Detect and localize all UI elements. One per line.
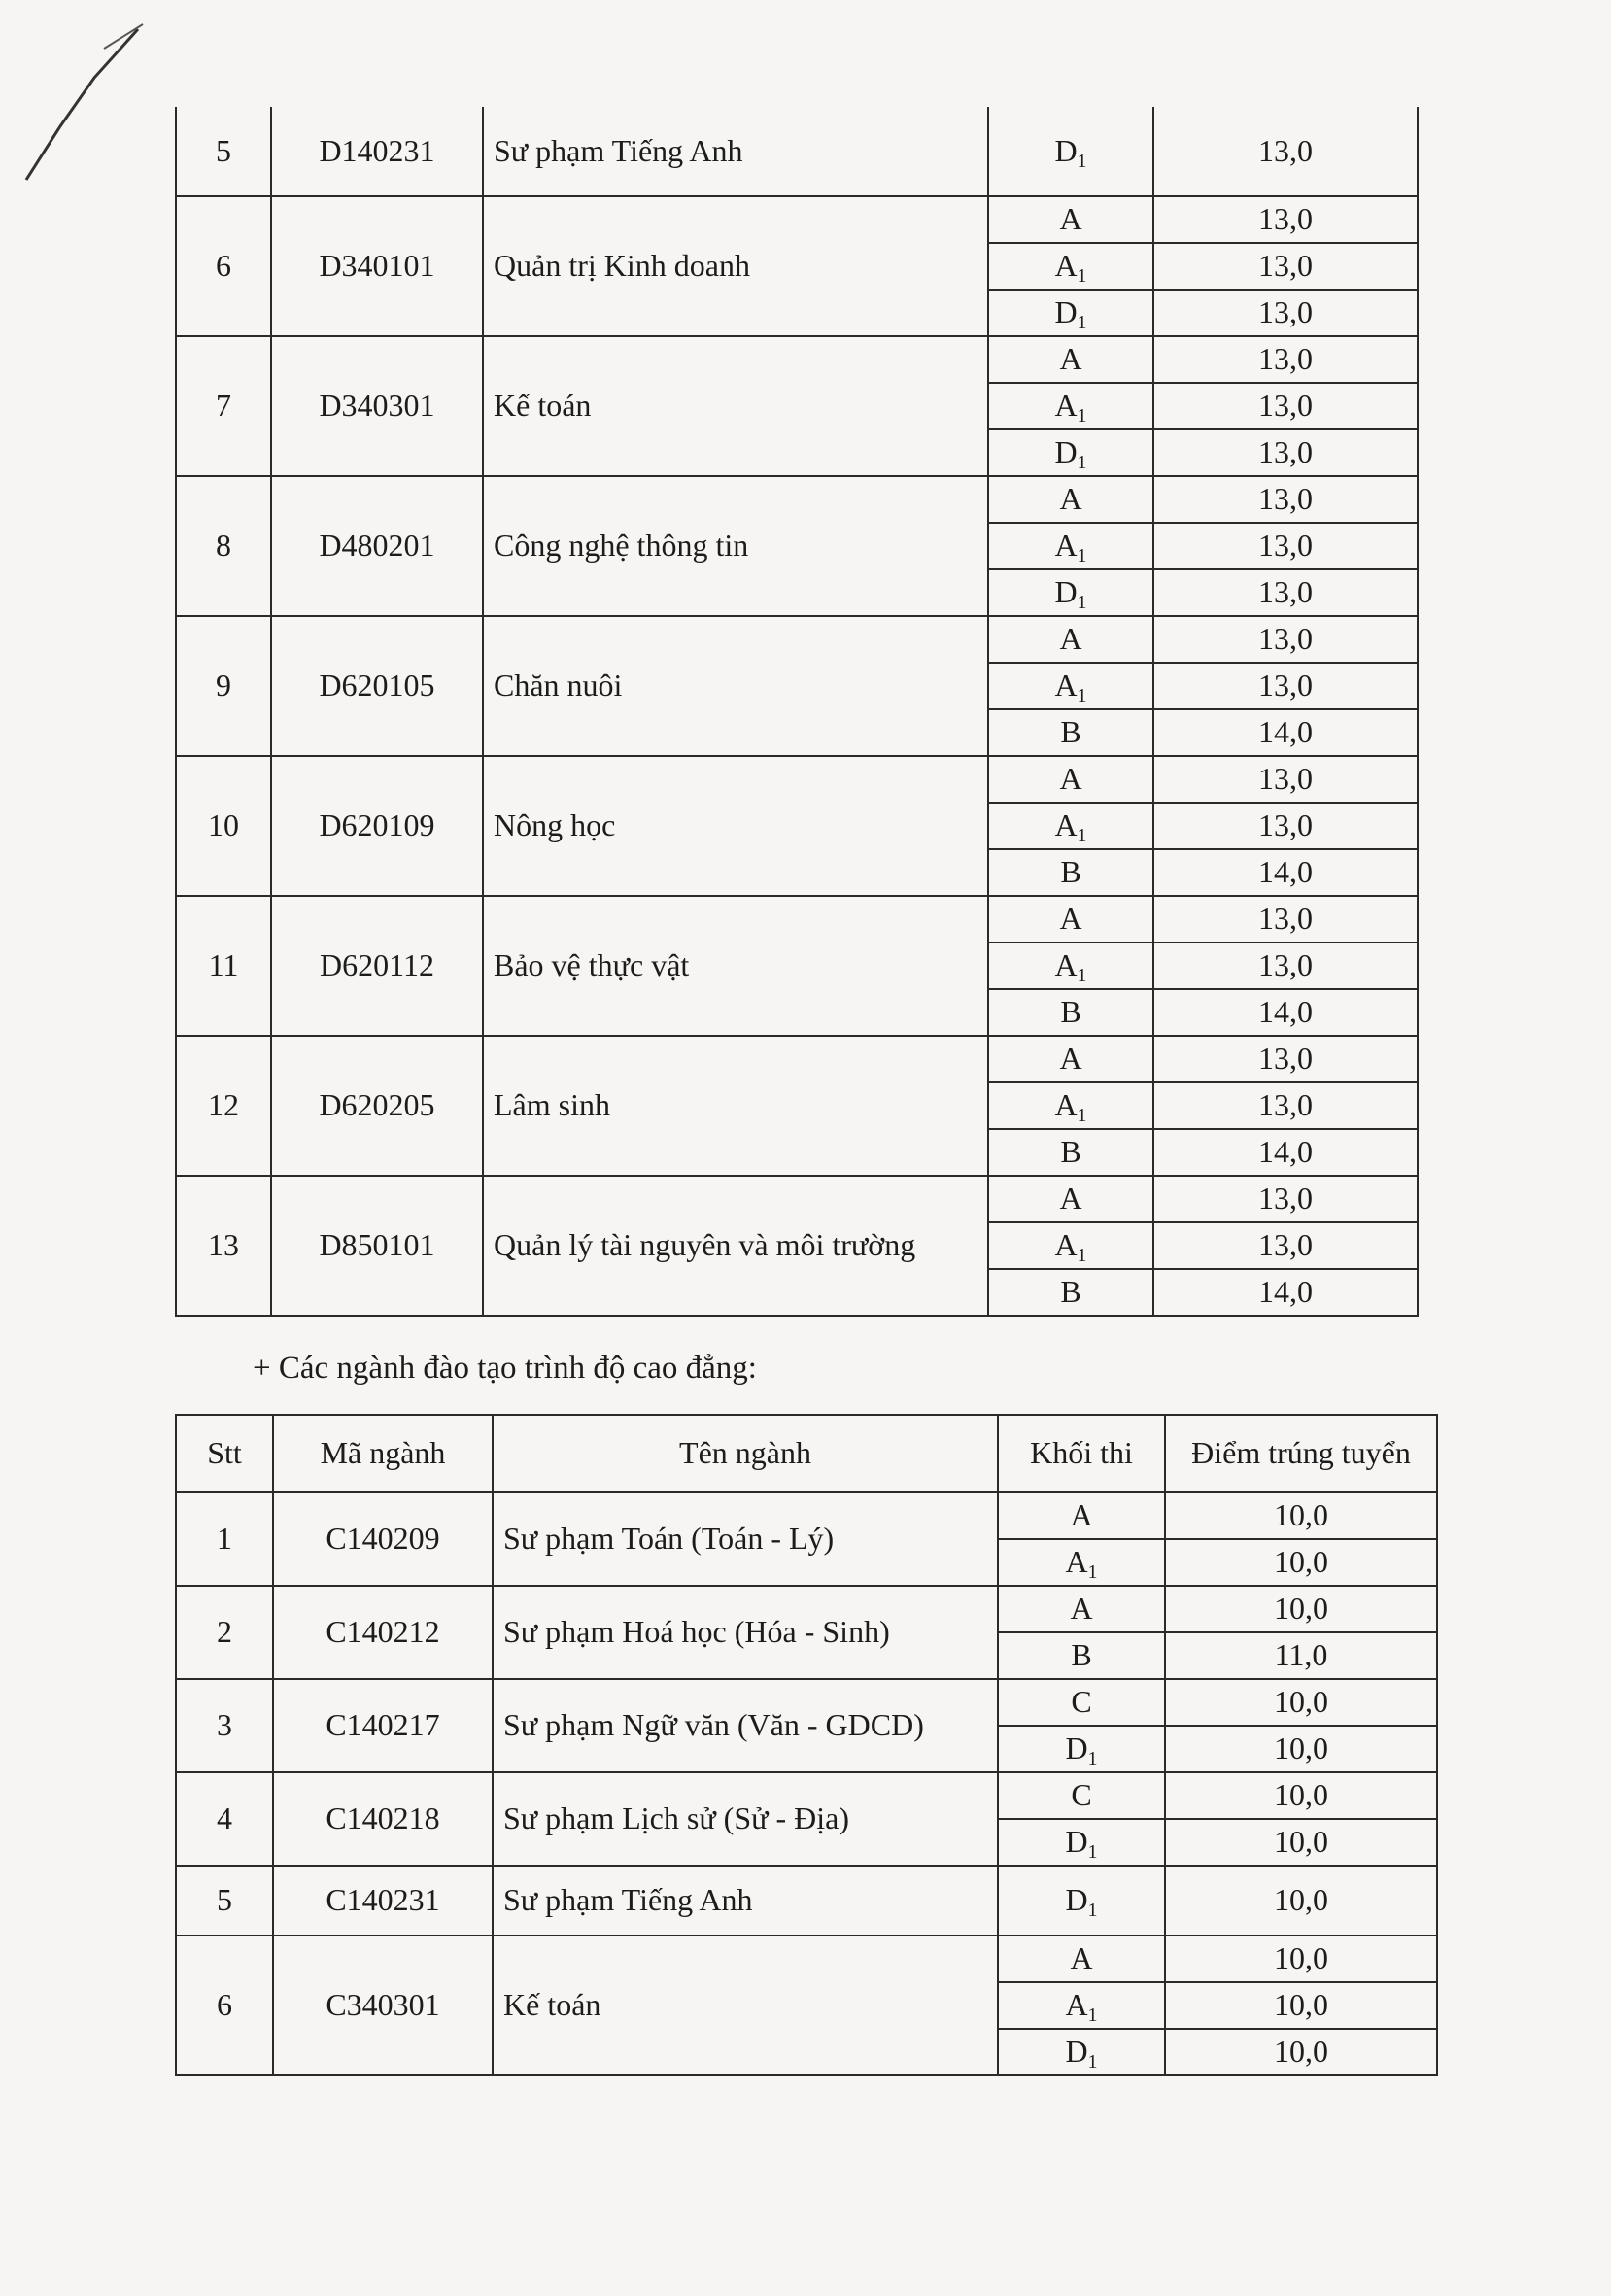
row-exam-block (988, 196, 1153, 243)
row-stt: 11 (176, 896, 271, 1036)
row-major-code: D480201 (271, 476, 483, 616)
header-stt: Stt (176, 1415, 273, 1492)
row-stt: 10 (176, 756, 271, 896)
row-admission-score: 10,0 (1165, 1772, 1437, 1819)
row-stt: 9 (176, 616, 271, 756)
row-admission-score: 10,0 (1165, 1679, 1437, 1726)
row-major-code: D850101 (271, 1176, 483, 1316)
row-exam-block (988, 896, 1153, 942)
row-exam-block (998, 1866, 1165, 1936)
row-major-code: D340101 (271, 196, 483, 336)
row-admission-score: 13,0 (1153, 803, 1418, 849)
row-admission-score: 10,0 (1165, 2029, 1437, 2075)
exam-block-letter: A (1059, 761, 1082, 797)
row-major-name: Quản trị Kinh doanh (483, 196, 988, 336)
exam-block-letter: A (1054, 1227, 1078, 1263)
exam-block-letter: B (1060, 994, 1081, 1030)
exam-block-letter: A (1059, 621, 1082, 657)
row-exam-block (988, 1036, 1153, 1082)
university-admission-table (175, 107, 1419, 1317)
exam-block-letter: D (1065, 1824, 1088, 1860)
exam-block-subscript: 1 (1077, 150, 1087, 172)
exam-block-subscript: 1 (1077, 265, 1087, 288)
exam-block-letter: C (1071, 1777, 1092, 1813)
row-exam-block (988, 989, 1153, 1036)
row-exam-block (988, 663, 1153, 709)
row-admission-score: 13,0 (1153, 1036, 1418, 1082)
exam-block-subscript: 1 (1087, 2051, 1098, 2073)
row-admission-score: 13,0 (1153, 569, 1418, 616)
exam-block-subscript: 1 (1087, 1748, 1098, 1770)
row-admission-score: 13,0 (1153, 1082, 1418, 1129)
row-major-name: Kế toán (493, 1936, 998, 2075)
row-major-name: Nông học (483, 756, 988, 896)
row-major-code: D620105 (271, 616, 483, 756)
row-stt: 1 (176, 1492, 273, 1586)
row-exam-block (998, 1726, 1165, 1772)
row-admission-score: 13,0 (1153, 290, 1418, 336)
exam-block-letter: A (1065, 1544, 1088, 1580)
row-major-code: C140209 (273, 1492, 493, 1586)
row-exam-block (988, 383, 1153, 429)
row-major-name: Kế toán (483, 336, 988, 476)
exam-block-letter: A (1059, 1181, 1082, 1217)
exam-block-subscript: 1 (1077, 1105, 1087, 1127)
row-stt: 6 (176, 1936, 273, 2075)
row-admission-score: 14,0 (1153, 1129, 1418, 1176)
row-stt: 5 (176, 107, 271, 196)
row-major-code: D620112 (271, 896, 483, 1036)
row-exam-block (988, 616, 1153, 663)
exam-block-subscript: 1 (1077, 685, 1087, 707)
row-exam-block (998, 1936, 1165, 1982)
row-major-code: C140231 (273, 1866, 493, 1936)
row-exam-block (998, 1819, 1165, 1866)
table-header-row (176, 1415, 1437, 1492)
row-exam-block (988, 942, 1153, 989)
row-admission-score: 13,0 (1153, 1176, 1418, 1222)
exam-block-subscript: 1 (1087, 1841, 1098, 1864)
exam-block-letter: A (1059, 481, 1082, 517)
row-admission-score: 13,0 (1153, 1222, 1418, 1269)
row-major-code: D340301 (271, 336, 483, 476)
row-major-code: D140231 (271, 107, 483, 196)
exam-block-letter: D (1065, 2034, 1088, 2070)
row-exam-block (988, 243, 1153, 290)
row-exam-block (998, 1679, 1165, 1726)
row-exam-block (988, 569, 1153, 616)
table-row (176, 1036, 1418, 1082)
row-admission-score: 13,0 (1153, 616, 1418, 663)
row-admission-score: 13,0 (1153, 107, 1418, 196)
row-admission-score: 10,0 (1165, 1492, 1437, 1539)
exam-block-subscript: 1 (1087, 2005, 1098, 2027)
row-exam-block (988, 290, 1153, 336)
row-exam-block (998, 1492, 1165, 1539)
row-major-name: Công nghệ thông tin (483, 476, 988, 616)
row-exam-block (988, 1129, 1153, 1176)
exam-block-letter: D (1054, 132, 1078, 168)
exam-block-letter: A (1054, 388, 1078, 424)
row-major-name: Bảo vệ thực vật (483, 896, 988, 1036)
row-major-code: D620205 (271, 1036, 483, 1176)
row-stt: 5 (176, 1866, 273, 1936)
row-exam-block (988, 429, 1153, 476)
header-major-code: Mã ngành (273, 1415, 493, 1492)
table-row (176, 1492, 1437, 1539)
row-exam-block (998, 2029, 1165, 2075)
row-admission-score: 13,0 (1153, 663, 1418, 709)
row-exam-block (988, 476, 1153, 523)
exam-block-letter: D (1054, 294, 1078, 330)
row-exam-block (998, 1586, 1165, 1632)
row-exam-block (988, 803, 1153, 849)
table-row (176, 1936, 1437, 1982)
row-exam-block (988, 1176, 1153, 1222)
row-major-name: Chăn nuôi (483, 616, 988, 756)
exam-block-letter: D (1065, 1882, 1088, 1918)
row-exam-block (988, 523, 1153, 569)
exam-block-letter: A (1059, 201, 1082, 237)
row-exam-block (988, 1082, 1153, 1129)
exam-block-letter: A (1065, 1987, 1088, 2023)
row-admission-score: 13,0 (1153, 429, 1418, 476)
exam-block-letter: D (1054, 434, 1078, 470)
exam-block-letter: A (1054, 528, 1078, 564)
row-admission-score: 14,0 (1153, 1269, 1418, 1316)
table-row (176, 756, 1418, 803)
exam-block-letter: A (1054, 1087, 1078, 1123)
row-admission-score: 13,0 (1153, 196, 1418, 243)
exam-block-subscript: 1 (1077, 312, 1087, 334)
row-exam-block (988, 1269, 1153, 1316)
exam-block-letter: C (1071, 1684, 1092, 1720)
row-stt: 3 (176, 1679, 273, 1772)
table-row (176, 476, 1418, 523)
table-row (176, 896, 1418, 942)
row-stt: 2 (176, 1586, 273, 1679)
exam-block-subscript: 1 (1077, 452, 1087, 474)
table-row (176, 196, 1418, 243)
row-admission-score: 13,0 (1153, 243, 1418, 290)
row-admission-score: 10,0 (1165, 1819, 1437, 1866)
row-admission-score: 10,0 (1165, 1936, 1437, 1982)
exam-block-letter: A (1070, 1497, 1093, 1533)
row-major-name: Lâm sinh (483, 1036, 988, 1176)
exam-block-letter: A (1054, 668, 1078, 703)
exam-block-subscript: 1 (1077, 405, 1087, 428)
row-major-code: C140218 (273, 1772, 493, 1866)
exam-block-letter: A (1054, 248, 1078, 284)
row-major-name: Sư phạm Toán (Toán - Lý) (493, 1492, 998, 1586)
exam-block-subscript: 1 (1087, 1561, 1098, 1584)
exam-block-letter: D (1054, 574, 1078, 610)
table-row (176, 107, 1418, 196)
college-section-heading: + Các ngành đào tạo trình độ cao đẳng: (253, 1351, 757, 1386)
row-admission-score: 14,0 (1153, 989, 1418, 1036)
table-row (176, 616, 1418, 663)
table-row (176, 1586, 1437, 1632)
exam-block-letter: B (1060, 1274, 1081, 1310)
row-admission-score: 13,0 (1153, 942, 1418, 989)
row-admission-score: 13,0 (1153, 383, 1418, 429)
row-admission-score: 13,0 (1153, 476, 1418, 523)
exam-block-letter: B (1060, 854, 1081, 890)
college-table-body (176, 1492, 1437, 2075)
exam-block-letter: A (1054, 807, 1078, 843)
exam-block-letter: B (1060, 714, 1081, 750)
row-admission-score: 13,0 (1153, 756, 1418, 803)
row-admission-score: 10,0 (1165, 1982, 1437, 2029)
header-major-name: Tên ngành (493, 1415, 998, 1492)
row-stt: 13 (176, 1176, 271, 1316)
exam-block-subscript: 1 (1077, 825, 1087, 847)
exam-block-subscript: 1 (1077, 965, 1087, 987)
row-admission-score: 14,0 (1153, 709, 1418, 756)
row-admission-score: 14,0 (1153, 849, 1418, 896)
row-admission-score: 13,0 (1153, 896, 1418, 942)
row-stt: 6 (176, 196, 271, 336)
row-exam-block (988, 709, 1153, 756)
table-row (176, 1772, 1437, 1819)
row-admission-score: 13,0 (1153, 523, 1418, 569)
row-exam-block (988, 336, 1153, 383)
row-admission-score: 11,0 (1165, 1632, 1437, 1679)
row-exam-block (988, 107, 1153, 196)
row-admission-score: 10,0 (1165, 1726, 1437, 1772)
row-admission-score: 13,0 (1153, 336, 1418, 383)
row-major-name: Sư phạm Hoá học (Hóa - Sinh) (493, 1586, 998, 1679)
university-table-body (176, 107, 1418, 1316)
row-exam-block (998, 1632, 1165, 1679)
exam-block-subscript: 1 (1077, 1245, 1087, 1267)
header-admission-score: Điểm trúng tuyển (1165, 1415, 1437, 1492)
row-exam-block (988, 1222, 1153, 1269)
exam-block-letter: A (1059, 341, 1082, 377)
exam-block-letter: B (1060, 1134, 1081, 1170)
exam-block-letter: D (1065, 1731, 1088, 1766)
row-major-name: Sư phạm Tiếng Anh (493, 1866, 998, 1936)
exam-block-letter: B (1071, 1637, 1092, 1673)
row-admission-score: 10,0 (1165, 1539, 1437, 1586)
row-exam-block (998, 1772, 1165, 1819)
row-exam-block (998, 1539, 1165, 1586)
row-stt: 8 (176, 476, 271, 616)
table-row (176, 336, 1418, 383)
row-exam-block (998, 1982, 1165, 2029)
row-exam-block (988, 756, 1153, 803)
row-admission-score: 10,0 (1165, 1586, 1437, 1632)
exam-block-letter: A (1070, 1940, 1093, 1976)
row-major-code: C140217 (273, 1679, 493, 1772)
row-exam-block (988, 849, 1153, 896)
row-stt: 7 (176, 336, 271, 476)
row-admission-score: 10,0 (1165, 1866, 1437, 1936)
exam-block-letter: A (1070, 1591, 1093, 1627)
exam-block-letter: A (1054, 947, 1078, 983)
exam-block-letter: A (1059, 1041, 1082, 1077)
college-admission-table (175, 1414, 1438, 2076)
table-row (176, 1176, 1418, 1222)
row-major-code: C340301 (273, 1936, 493, 2075)
row-major-name: Sư phạm Ngữ văn (Văn - GDCD) (493, 1679, 998, 1772)
exam-block-letter: A (1059, 901, 1082, 937)
exam-block-subscript: 1 (1087, 1900, 1098, 1922)
pen-stroke-mark (21, 19, 148, 185)
table-row (176, 1866, 1437, 1936)
header-exam-block: Khối thi (998, 1415, 1165, 1492)
row-major-code: C140212 (273, 1586, 493, 1679)
row-stt: 4 (176, 1772, 273, 1866)
table-row (176, 1679, 1437, 1726)
row-major-name: Sư phạm Tiếng Anh (483, 107, 988, 196)
row-major-code: D620109 (271, 756, 483, 896)
row-stt: 12 (176, 1036, 271, 1176)
exam-block-subscript: 1 (1077, 592, 1087, 614)
exam-block-subscript: 1 (1077, 545, 1087, 567)
row-major-name: Quản lý tài nguyên và môi trường (483, 1176, 988, 1316)
row-major-name: Sư phạm Lịch sử (Sử - Địa) (493, 1772, 998, 1866)
